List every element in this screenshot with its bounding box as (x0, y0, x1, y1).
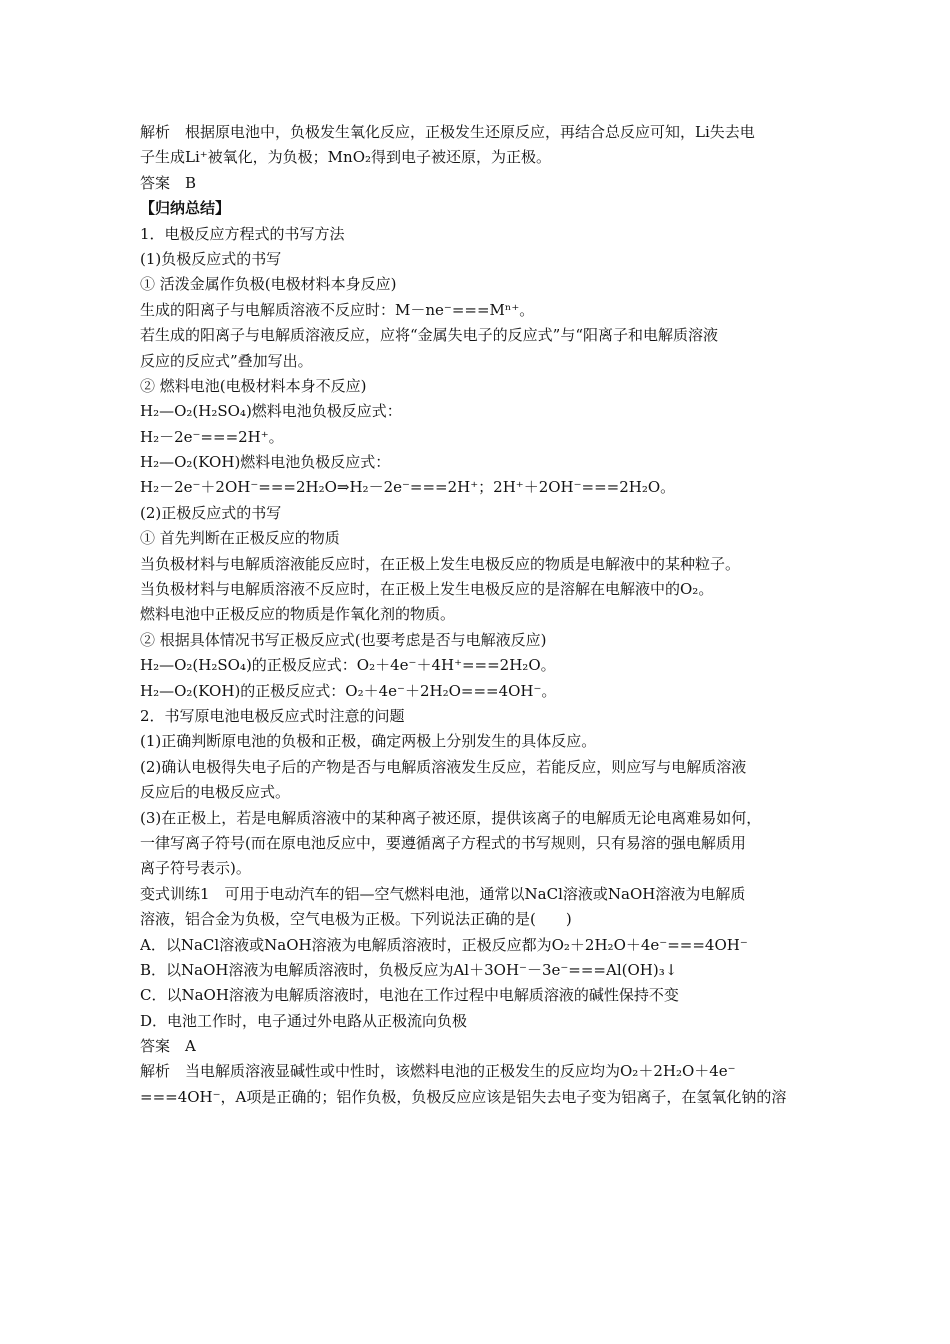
section-heading: 【归纳总结】 (140, 199, 231, 218)
text-line: (3)在正极上，若是电解质溶液中的某种离子被还原，提供该离子的电解质无论电离难易如何， (140, 808, 762, 827)
subheading: (2)正极反应式的书写 (140, 503, 282, 522)
equation-line: H₂—O₂(H₂SO₄)的正极反应式：O₂＋4e⁻＋4H⁺===2H₂O。 (140, 656, 556, 675)
document-body (140, 120, 820, 1110)
equation-line: 生成的阳离子与电解质溶液不反应时：M－ne⁻===Mⁿ⁺。 (140, 300, 535, 319)
text-line: 反应的反应式”叠加写出。 (140, 351, 313, 370)
text-line: 一律写离子符号(而在原电池反应中，要遵循离子方程式的书写规则，只有易溶的强电解质用 (140, 833, 746, 852)
subheading: (1)负极反应式的书写 (140, 249, 282, 268)
option-a: A．以NaCl溶液或NaOH溶液为电解质溶液时，正极反应都为O₂＋2H₂O＋4e⁻===4OH⁻ (140, 935, 748, 954)
analysis-line: 子生成Li⁺被氧化，为负极；MnO₂得到电子被还原，为正极。 (140, 148, 552, 167)
option-d: D．电池工作时，电子通过外电路从正极流向负极 (140, 1011, 468, 1030)
equation-line: H₂—O₂(KOH)的正极反应式：O₂＋4e⁻＋2H₂O===4OH⁻。 (140, 681, 557, 700)
equation-line: H₂－2e⁻＋2OH⁻===2H₂O⇒H₂－2e⁻===2H⁺；2H⁺＋2OH⁻===2H₂O。 (140, 478, 676, 497)
text-line: ② 燃料电池(电极材料本身不反应) (140, 376, 367, 395)
text-line: ① 首先判断在正极反应的物质 (140, 529, 340, 548)
equation-line: H₂－2e⁻===2H⁺。 (140, 427, 284, 446)
question-line: 变式训练1 可用于电动汽车的铝—空气燃料电池，通常以NaCl溶液或NaOH溶液为电解质 (140, 884, 746, 903)
equation-line: H₂—O₂(KOH)燃料电池负极反应式： (140, 453, 391, 472)
question-line: 溶液，铝合金为负极，空气电极为正极。下列说法正确的是( ) (140, 910, 572, 929)
text-line: 当负极材料与电解质溶液不反应时，在正极上发生电极反应的是溶解在电解液中的O₂。 (140, 580, 714, 599)
text-line: (1)正确判断原电池的负极和正极，确定两极上分别发生的具体反应。 (140, 732, 597, 751)
text-line: 燃料电池中正极反应的物质是作氧化剂的物质。 (140, 605, 456, 624)
text-line: ① 活泼金属作负极(电极材料本身反应) (140, 275, 397, 294)
subheading: 1．电极反应方程式的书写方法 (140, 224, 345, 243)
text-line: 离子符号表示)。 (140, 859, 251, 878)
equation-line: H₂—O₂(H₂SO₄)燃料电池负极反应式： (140, 402, 402, 421)
text-line: ② 根据具体情况书写正极反应式(也要考虑是否与电解液反应) (140, 630, 547, 649)
text-line: 反应后的电极反应式。 (140, 783, 291, 802)
analysis-line: ===4OH⁻，A项是正确的；铝作负极，负极反应应该是铝失去电子变为铝离子，在氢氧化钠的溶 (140, 1087, 787, 1106)
answer-line: 答案 B (140, 173, 197, 192)
option-c: C．以NaOH溶液为电解质溶液时，电池在工作过程中电解质溶液的碱性保持不变 (140, 986, 679, 1005)
subheading: 2．书写原电池电极反应式时注意的问题 (140, 706, 405, 725)
answer-line: 答案 A (140, 1037, 196, 1056)
text-line: (2)确认电极得失电子后的产物是否与电解质溶液发生反应，若能反应，则应写与电解质溶液 (140, 757, 747, 776)
text-line: 当负极材料与电解质溶液能反应时，在正极上发生电极反应的物质是电解液中的某种粒子。 (140, 554, 741, 573)
analysis-line: 解析 根据原电池中，负极发生氧化反应，正极发生还原反应，再结合总反应可知，Li失去电 (140, 123, 755, 141)
option-b: B．以NaOH溶液为电解质溶液时，负极反应为Al＋3OH⁻－3e⁻===Al(OH)₃↓ (140, 960, 678, 979)
analysis-line: 解析 当电解质溶液显碱性或中性时，该燃料电池的正极发生的反应均为O₂＋2H₂O＋4e⁻ (140, 1062, 736, 1081)
text-line: 若生成的阳离子与电解质溶液反应，应将“金属失电子的反应式”与“阳离子和电解质溶液 (140, 326, 719, 345)
